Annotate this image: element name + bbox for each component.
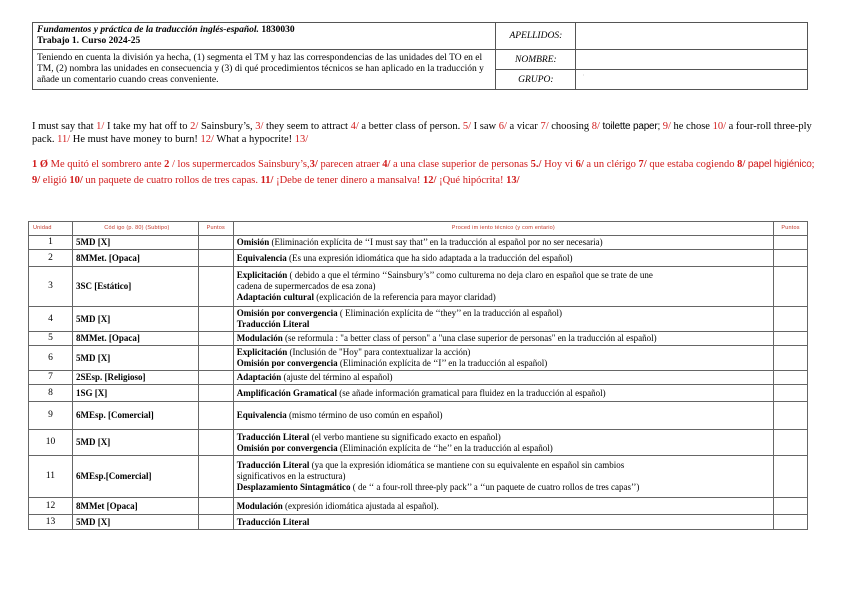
unit-number: 10 bbox=[29, 430, 73, 456]
procedure-name: Traducción Literal bbox=[236, 516, 310, 527]
points-cell-2[interactable] bbox=[773, 346, 807, 371]
unit-number: 5 bbox=[29, 332, 73, 346]
unit-code: 8MMet. [Opaca] bbox=[72, 332, 198, 346]
target-text bbox=[32, 157, 816, 189]
segment-marker: 4/ bbox=[382, 159, 391, 170]
procedure-line bbox=[237, 319, 770, 330]
procedure-cell bbox=[233, 307, 773, 332]
table-row bbox=[29, 371, 808, 385]
segment-marker: 5./ bbox=[530, 159, 542, 170]
procedure-line bbox=[237, 308, 770, 319]
unit-code: 5MD [X] bbox=[72, 346, 198, 371]
procedure-name: Traducción Literal bbox=[236, 319, 310, 329]
segment-marker: 3/ bbox=[255, 121, 264, 132]
procedure-cell bbox=[233, 250, 773, 267]
segment-marker: 12/ bbox=[423, 175, 437, 186]
unit-code: 2SEsp. [Religioso] bbox=[72, 371, 198, 385]
course-title: Fundamentos y práctica de la traducción inglés-español. bbox=[37, 25, 259, 35]
procedure-line bbox=[237, 460, 770, 471]
points-cell[interactable] bbox=[198, 371, 233, 385]
procedure-line bbox=[237, 471, 770, 482]
unit-number: 3 bbox=[29, 267, 73, 307]
procedure-comment: significativos en la estructura) bbox=[236, 471, 346, 481]
procedure-line bbox=[237, 501, 770, 512]
col-codigo: Cód igo (p. 80) (Subtipo) bbox=[72, 222, 198, 236]
procedure-comment: (expresión idiomática ajustada al español). bbox=[282, 500, 439, 511]
table-row bbox=[29, 236, 808, 250]
procedure-name: Explicitación bbox=[236, 347, 288, 357]
procedure-comment: (Eliminación explícita de ‘‘I must say that’’ en la traducción al español por no ser necesaria) bbox=[269, 237, 603, 247]
unit-code: 6MEsp. [Comercial] bbox=[72, 402, 198, 430]
source-segment: Sainsbury’s, bbox=[198, 121, 256, 132]
unit-number: 9 bbox=[29, 402, 73, 430]
source-segment: he chose bbox=[670, 121, 713, 132]
segment-marker: 1 Ø bbox=[32, 159, 49, 170]
procedure-line bbox=[237, 237, 770, 248]
points-cell[interactable] bbox=[198, 402, 233, 430]
points-cell-2[interactable] bbox=[773, 371, 807, 385]
unit-code: 3SC [Estático] bbox=[72, 267, 198, 307]
segment-marker: 4/ bbox=[350, 121, 359, 132]
procedure-line bbox=[237, 281, 770, 292]
points-cell[interactable] bbox=[198, 498, 233, 515]
course-code: 1830030 bbox=[261, 25, 295, 35]
procedure-name: Traducción Literal bbox=[236, 460, 310, 470]
procedure-cell bbox=[233, 430, 773, 456]
points-cell-2[interactable] bbox=[773, 402, 807, 430]
unit-number: 4 bbox=[29, 307, 73, 332]
procedure-line bbox=[237, 270, 770, 281]
source-segment: a better class of person. bbox=[358, 121, 463, 132]
procedure-name: Adaptación cultural bbox=[236, 292, 315, 302]
table-row bbox=[29, 346, 808, 371]
points-cell-2[interactable] bbox=[773, 250, 807, 267]
points-cell-2[interactable] bbox=[773, 430, 807, 456]
procedure-comment: (Es una expresión idiomática que ha sido adaptada a la traducción del español) bbox=[286, 252, 573, 263]
procedure-comment: (explicación de la referencia para mayor claridad) bbox=[314, 292, 496, 302]
procedure-name: Traducción Literal bbox=[236, 431, 310, 442]
unit-code: 1SG [X] bbox=[72, 385, 198, 402]
target-segment: ; bbox=[811, 159, 815, 170]
procedure-name: Omisión por convergencia bbox=[236, 442, 338, 453]
points-cell-2[interactable] bbox=[773, 307, 807, 332]
points-cell[interactable] bbox=[198, 250, 233, 267]
procedure-name: Amplificación Gramatical bbox=[236, 387, 338, 398]
segment-marker: 8/ bbox=[591, 121, 600, 132]
target-segment: parecen atraer bbox=[317, 159, 383, 170]
segment-marker: 13/ bbox=[506, 175, 520, 186]
segment-marker: 10/ bbox=[69, 175, 83, 186]
points-cell-2[interactable] bbox=[773, 385, 807, 402]
points-cell[interactable] bbox=[198, 456, 233, 498]
procedure-line bbox=[237, 410, 770, 421]
procedure-cell bbox=[233, 371, 773, 385]
procedure-comment: (se añade información gramatical para fluidez en la traducción al español) bbox=[337, 387, 606, 398]
segment-marker: 11/ bbox=[260, 175, 274, 186]
unit-number: 7 bbox=[29, 371, 73, 385]
points-cell[interactable] bbox=[198, 307, 233, 332]
procedure-name: Equivalencia bbox=[236, 252, 287, 263]
points-cell-2[interactable] bbox=[773, 456, 807, 498]
target-segment: papel higiénico bbox=[745, 159, 812, 170]
points-cell-2[interactable] bbox=[773, 515, 807, 530]
procedure-cell bbox=[233, 498, 773, 515]
target-segment: que estaba cogiendo bbox=[646, 159, 738, 170]
segment-marker: 8/ bbox=[737, 159, 746, 170]
procedure-name: Omisión por convergencia bbox=[236, 308, 338, 318]
instructions: Teniendo en cuenta la división ya hecha, (1) segmenta el TM y haz las correspondencias de las unidades del TO en el TM, (2) nombra las unidades en consecuencia y (3) di qué procedimientos técnicos se han aplicado en la traducción y añade un comentario cuando creas conveniente. bbox=[33, 50, 496, 90]
procedure-comment: ( debido a que el término ‘‘Sainsbury’s’’ como culturema no deja claro en español que se trate de une bbox=[287, 270, 653, 280]
procedure-line bbox=[237, 388, 770, 399]
segment-marker: 7/ bbox=[638, 159, 647, 170]
table-row bbox=[29, 430, 808, 456]
procedure-line bbox=[237, 347, 770, 358]
unit-code: 5MD [X] bbox=[72, 307, 198, 332]
procedure-comment: (mismo término de uso común en español) bbox=[286, 410, 443, 420]
course-info-cell bbox=[33, 23, 496, 50]
procedure-cell bbox=[233, 346, 773, 371]
points-cell-2[interactable] bbox=[773, 267, 807, 307]
points-cell[interactable] bbox=[198, 332, 233, 346]
source-text bbox=[32, 120, 816, 146]
procedure-cell bbox=[233, 515, 773, 530]
procedure-name: Desplazamiento Sintagmático bbox=[236, 482, 351, 492]
points-cell[interactable] bbox=[198, 346, 233, 371]
unit-number: 12 bbox=[29, 498, 73, 515]
source-segment: I saw bbox=[471, 121, 499, 132]
unit-code: 8MMet. [Opaca] bbox=[72, 250, 198, 267]
procedure-line bbox=[237, 432, 770, 443]
source-segment: What a hypocrite! bbox=[213, 134, 295, 145]
procedure-cell bbox=[233, 332, 773, 346]
procedure-cell bbox=[233, 456, 773, 498]
procedure-cell bbox=[233, 236, 773, 250]
segment-marker: 10/ bbox=[712, 121, 727, 132]
col-procedimiento: Proced im iento técnico (y com entario) bbox=[233, 222, 773, 236]
apellidos-field[interactable] bbox=[576, 23, 808, 50]
target-segment: a una clase superior de personas bbox=[390, 159, 531, 170]
col-unidad: Unidad bbox=[29, 222, 73, 236]
source-segment: a vicar bbox=[506, 121, 541, 132]
table-row bbox=[29, 307, 808, 332]
source-segment: choosing bbox=[548, 121, 592, 132]
points-cell[interactable] bbox=[198, 267, 233, 307]
table-row bbox=[29, 515, 808, 530]
procedure-comment: ( Eliminación explícita de ‘‘they’’ en la traducción al español) bbox=[337, 308, 563, 318]
target-segment: Hoy vi bbox=[541, 159, 576, 170]
unit-code: 5MD [X] bbox=[72, 236, 198, 250]
unit-number: 13 bbox=[29, 515, 73, 530]
target-segment: ¡Qué hipócrita! bbox=[436, 175, 507, 186]
unit-code: 5MD [X] bbox=[72, 515, 198, 530]
source-segment: He must have money to burn! bbox=[70, 134, 201, 145]
table-row bbox=[29, 332, 808, 346]
unit-number: 2 bbox=[29, 250, 73, 267]
segment-marker: 9/ bbox=[32, 175, 41, 186]
table-header-row bbox=[29, 222, 808, 236]
procedure-name: Omisión bbox=[236, 237, 270, 247]
segment-marker: 1/ bbox=[96, 121, 105, 132]
procedure-comment: ( de ‘‘ a four-roll three-ply pack’’ a ‘‘un paquete de cuatro rollos de tres capas’’) bbox=[350, 482, 640, 492]
procedure-cell bbox=[233, 267, 773, 307]
header-table bbox=[32, 22, 808, 90]
segment-marker: 12/ bbox=[200, 134, 214, 145]
source-segment: I must say that bbox=[32, 121, 97, 132]
procedure-line bbox=[237, 517, 770, 528]
source-segment: I take my hat off to bbox=[104, 121, 191, 132]
procedure-cell bbox=[233, 385, 773, 402]
col-puntos-2: Puntos bbox=[773, 222, 807, 236]
points-cell[interactable] bbox=[198, 430, 233, 456]
nombre-field[interactable] bbox=[576, 50, 808, 70]
target-segment: Me quitó el sombrero ante bbox=[48, 159, 165, 170]
segment-marker: 13/ bbox=[294, 134, 309, 145]
points-cell-2[interactable] bbox=[773, 498, 807, 515]
grupo-mark: ˈ bbox=[582, 74, 585, 81]
procedure-line bbox=[237, 253, 770, 264]
points-cell[interactable] bbox=[198, 385, 233, 402]
assignment-title: Trabajo 1. Curso 2024-25 bbox=[37, 36, 141, 46]
unit-number: 8 bbox=[29, 385, 73, 402]
unit-code: 5MD [X] bbox=[72, 430, 198, 456]
points-cell-2[interactable] bbox=[773, 332, 807, 346]
source-segment: toilette paper; bbox=[599, 121, 663, 132]
procedure-name: Explicitación bbox=[236, 270, 288, 280]
procedure-line bbox=[237, 443, 770, 454]
col-puntos: Puntos bbox=[198, 222, 233, 236]
procedure-line bbox=[237, 372, 770, 383]
unit-code: 8MMet [Opaca] bbox=[72, 498, 198, 515]
procedure-comment: (ya que la expresión idiomática se mantiene con su equivalente en español sin cambios bbox=[309, 460, 625, 470]
procedure-cell bbox=[233, 402, 773, 430]
unit-code: 6MEsp.[Comercial] bbox=[72, 456, 198, 498]
segment-marker: 3/ bbox=[309, 159, 318, 170]
procedure-comment: (el verbo mantiene su significado exacto en español) bbox=[309, 431, 501, 442]
grupo-label: GRUPO: bbox=[496, 70, 576, 90]
procedure-line bbox=[237, 358, 770, 369]
table-row bbox=[29, 498, 808, 515]
table-row bbox=[29, 385, 808, 402]
target-segment: ¡Debe de tener dinero a mansalva! bbox=[273, 175, 424, 186]
procedure-line bbox=[237, 333, 770, 344]
segment-marker: 2/ bbox=[190, 121, 199, 132]
table-row bbox=[29, 402, 808, 430]
procedure-comment: (se reformula : "a better class of person" a "una clase superior de personas" en la traducción al español) bbox=[282, 333, 657, 343]
unit-number: 1 bbox=[29, 236, 73, 250]
target-segment: un paquete de cuatro rollos de tres capas. bbox=[82, 175, 261, 186]
segment-marker: 6/ bbox=[575, 159, 584, 170]
procedure-name: Adaptación bbox=[236, 372, 282, 382]
points-cell[interactable] bbox=[198, 515, 233, 530]
points-cell[interactable] bbox=[198, 236, 233, 250]
procedure-line bbox=[237, 482, 770, 493]
procedure-comment: (ajuste del término al español) bbox=[281, 372, 393, 382]
table-row bbox=[29, 250, 808, 267]
apellidos-label: APELLIDOS: bbox=[496, 23, 576, 50]
grupo-field[interactable] bbox=[576, 70, 808, 90]
procedure-name: Modulación bbox=[236, 333, 283, 343]
unit-number: 6 bbox=[29, 346, 73, 371]
procedure-line bbox=[237, 292, 770, 303]
segment-marker: 6/ bbox=[498, 121, 507, 132]
analysis-table bbox=[28, 221, 808, 530]
source-segment: they seem to attract bbox=[263, 121, 351, 132]
procedure-name: Omisión por convergencia bbox=[236, 358, 338, 368]
source-segment: a four-roll three-ply pack. bbox=[32, 121, 812, 145]
procedure-name: Modulación bbox=[236, 500, 283, 511]
target-segment: a un clérigo bbox=[583, 159, 639, 170]
segment-marker: 5/ bbox=[462, 121, 472, 132]
unit-number: 11 bbox=[29, 456, 73, 498]
procedure-name: Equivalencia bbox=[236, 410, 287, 420]
segment-marker: 2 bbox=[164, 159, 170, 170]
nombre-label: NOMBRE: bbox=[496, 50, 576, 70]
points-cell-2[interactable] bbox=[773, 236, 807, 250]
table-row bbox=[29, 456, 808, 498]
procedure-comment: (Inclusión de "Hoy" para contextualizar la acción) bbox=[287, 347, 471, 357]
procedure-comment: (Eliminación explícita de ‘‘I’’ en la traducción al español) bbox=[337, 358, 548, 368]
table-row bbox=[29, 267, 808, 307]
procedure-comment: cadena de supermercados de esa zona) bbox=[236, 281, 376, 291]
segment-marker: 11/ bbox=[57, 134, 71, 145]
target-segment: / los supermercados Sainsbury’s, bbox=[169, 159, 310, 170]
target-segment: eligió bbox=[40, 175, 70, 186]
procedure-comment: (Eliminación explícita de ‘‘he’’ en la traducción al español) bbox=[337, 442, 553, 453]
segment-marker: 7/ bbox=[540, 121, 549, 132]
segment-marker: 9/ bbox=[662, 121, 671, 132]
